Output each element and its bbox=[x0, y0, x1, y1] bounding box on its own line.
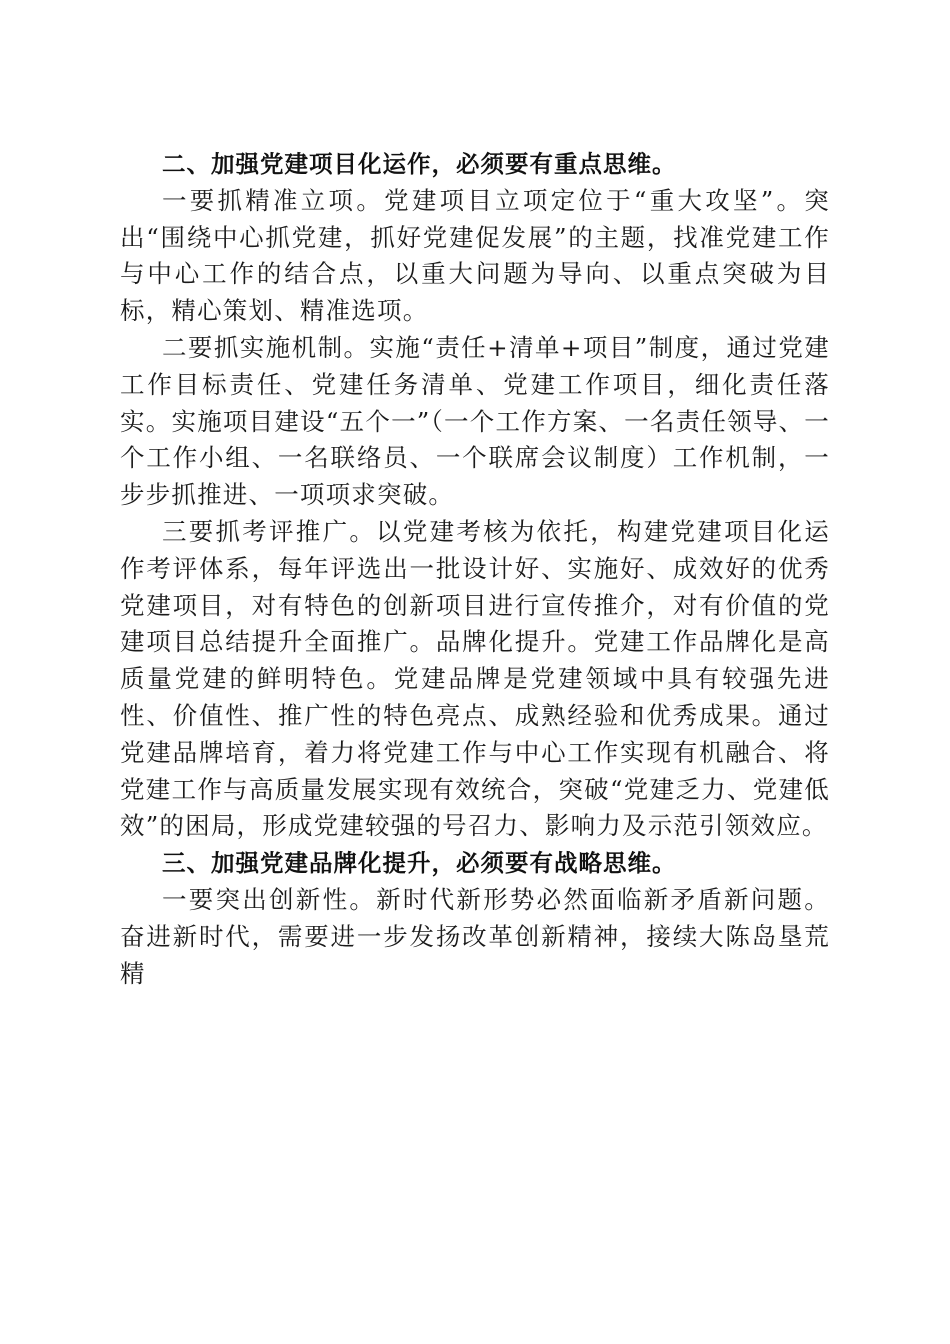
paragraph-1: 一要抓精准立项。党建项目立项定位于“重大攻坚”。突出“围绕中心抓党建，抓好党建促发展”的主题，找准党建工作与中心工作的结合点，以重大问题为导向、以重点突破为目标，精心策划、精准选项。 bbox=[120, 185, 830, 326]
section-heading-3: 三、加强党建品牌化提升，必须要有战略思维。 bbox=[162, 849, 677, 878]
paragraph-3: 三要抓考评推广。以党建考核为依托，构建党建项目化运作考评体系，每年评选出一批设计好、实施好、成效好的优秀党建项目，对有特色的创新项目进行宣传推介，对有价值的党建项目总结提升全面推广。品牌化提升。党建工作品牌化是高质量党建的鲜明特色。党建品牌是党建领域中具有较强先进性、价值性、推广性的特色亮点、成熟经验和优秀成果。通过党建品牌培育，着力将党建工作与中心工作实现有机融合、将党建工作与高质量发展实现有效统合，突破“党建乏力、党建低效”的困局，形成党建较强的号召力、影响力及示范引领效应。 bbox=[120, 516, 830, 841]
paragraph-4: 一要突出创新性。新时代新形势必然面临新矛盾新问题。奋进新时代，需要进一步发扬改革创新精神，接续大陈岛垦荒精 bbox=[120, 884, 830, 988]
paragraph-2: 二要抓实施机制。实施“责任+清单+项目”制度，通过党建工作目标责任、党建任务清单、党建工作项目，细化责任落实。实施项目建设“五个一”（一个工作方案、一名责任领导、一个工作小组、一名联络员、一个联席会议制度）工作机制，一步步抓推进、一项项求突破。 bbox=[120, 332, 830, 510]
section-heading-2: 二、加强党建项目化运作，必须要有重点思维。 bbox=[162, 150, 677, 178]
document-body bbox=[120, 146, 830, 992]
